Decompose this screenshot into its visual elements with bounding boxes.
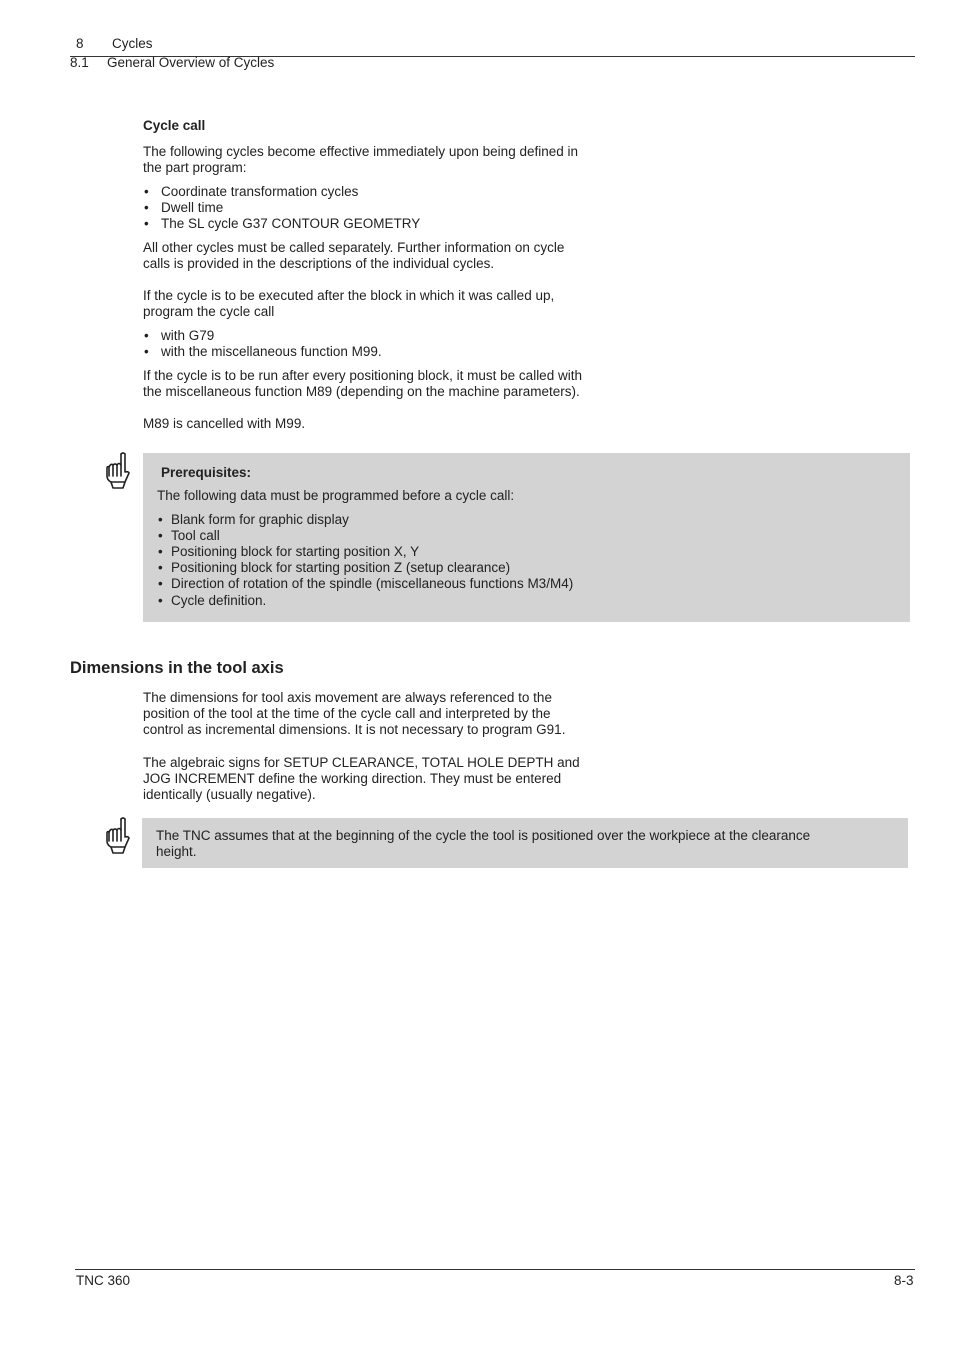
cycle-call-para3: If the cycle is to be executed after the block in which it was called up, program the cycle call: [143, 288, 555, 319]
dimensions-para2: The algebraic signs for SETUP CLEARANCE, TOTAL HOLE DEPTH and JOG INCREMENT define the working direction. They must be entered identically (usually negative).: [143, 755, 580, 802]
list-item: • Coordinate transformation cycles: [143, 184, 420, 200]
chapter-number: 8: [76, 36, 84, 51]
clearance-note-text: The TNC assumes that at the beginning of the cycle the tool is positioned over the workpiece at the clearance height.: [156, 828, 811, 859]
footer-rule: [75, 1269, 915, 1270]
list-item: • Blank form for graphic display: [157, 512, 573, 528]
list-item: • The SL cycle G37 CONTOUR GEOMETRY: [143, 216, 420, 232]
cycle-call-intro: The following cycles become effective immediately upon being defined in the part program:: [143, 144, 578, 175]
list-item: • Dwell time: [143, 200, 420, 216]
section-title: General Overview of Cycles: [107, 55, 275, 70]
cycle-call-para4: If the cycle is to be run after every positioning block, it must be called with the miscellaneous function M89 (depending on the machine parameters).: [143, 368, 582, 399]
immediate-cycles-list: [143, 184, 420, 232]
call-methods-list: [143, 328, 382, 360]
list-item: • Direction of rotation of the spindle (miscellaneous functions M3/M4): [157, 576, 573, 592]
list-item: • Positioning block for starting position Z (setup clearance): [157, 560, 573, 576]
dimensions-para1: The dimensions for tool axis movement are always referenced to the position of the tool at the time of the cycle call and interpreted by the control as incremental dimensions. It is not necessary to program G91.: [143, 690, 566, 737]
page-number: 8-3: [894, 1273, 914, 1288]
cycle-call-para2: All other cycles must be called separately. Further information on cycle calls is provided in the descriptions of the individual cycles.: [143, 240, 565, 271]
section-number: 8.1: [70, 55, 89, 70]
list-item: • Cycle definition.: [157, 593, 573, 609]
dimensions-heading: Dimensions in the tool axis: [70, 659, 284, 677]
list-item: • Positioning block for starting position X, Y: [157, 544, 573, 560]
cycle-call-para5: M89 is cancelled with M99.: [143, 416, 306, 431]
prerequisites-title: Prerequisites:: [161, 465, 252, 480]
prerequisites-list: [157, 512, 573, 609]
list-item: • Tool call: [157, 528, 573, 544]
list-item: • with G79: [143, 328, 382, 344]
pointing-hand-icon: [101, 452, 133, 492]
clearance-note: [142, 818, 908, 868]
pointing-hand-icon: [101, 817, 133, 857]
footer-product: TNC 360: [76, 1273, 131, 1288]
prerequisites-note: [143, 453, 910, 622]
prerequisites-intro: The following data must be programmed before a cycle call:: [157, 488, 515, 503]
cycle-call-title: Cycle call: [143, 118, 206, 133]
chapter-title: Cycles: [112, 36, 153, 51]
list-item: • with the miscellaneous function M99.: [143, 344, 382, 360]
